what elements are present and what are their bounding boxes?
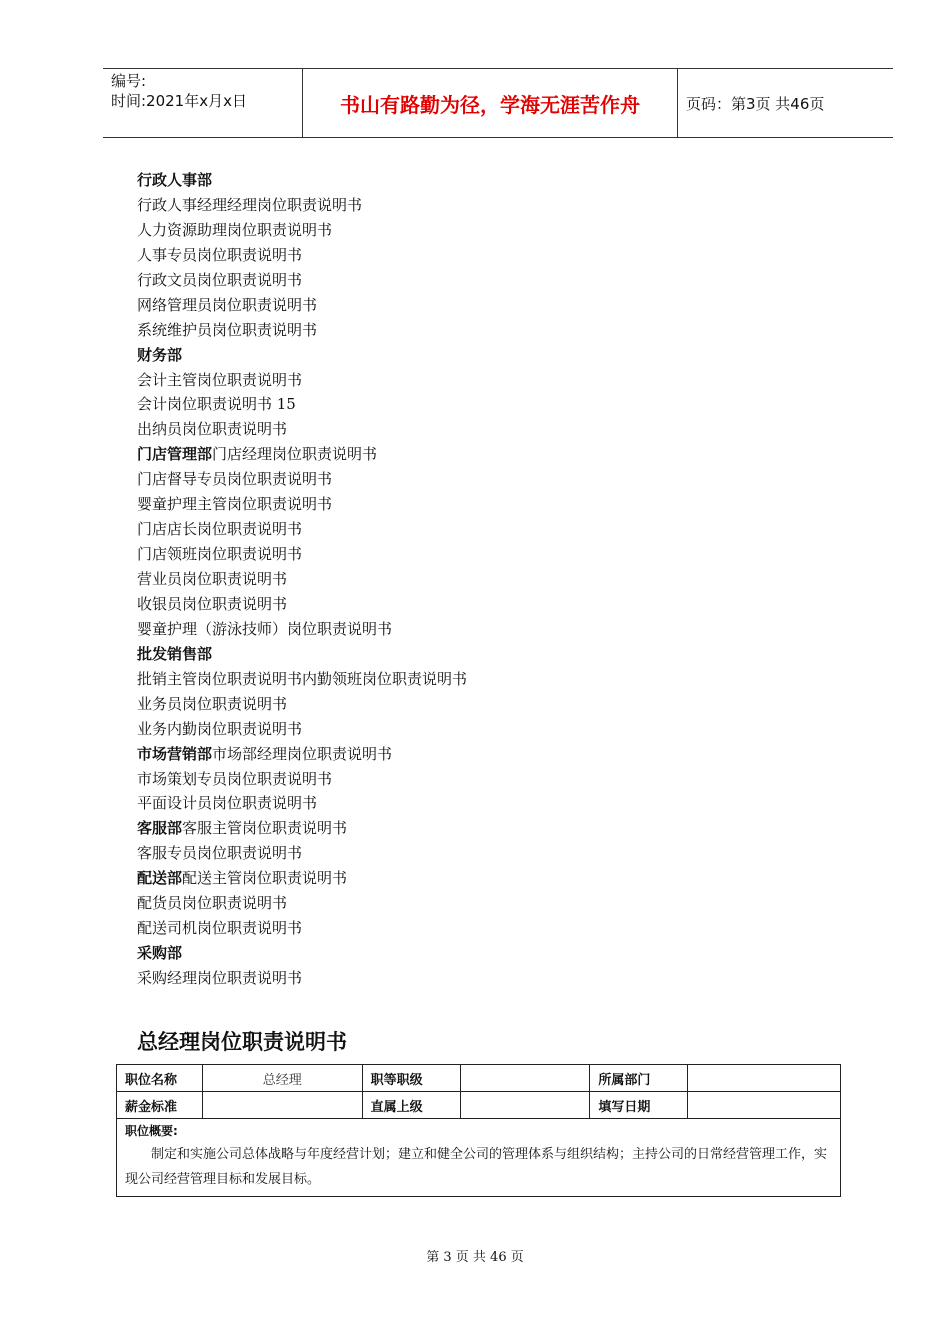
grade-label: 职等职级 <box>362 1065 460 1092</box>
toc-entry: 会计岗位职责说明书 15 <box>137 395 296 414</box>
table-row <box>117 1119 841 1197</box>
toc-entry: 人事专员岗位职责说明书 <box>137 245 303 264</box>
toc-entry: 收银员岗位职责说明书 <box>137 594 288 613</box>
toc-line <box>137 891 467 916</box>
grade-value <box>460 1065 590 1092</box>
toc-entry: 客服主管岗位职责说明书 <box>182 819 348 838</box>
toc-line <box>137 368 467 393</box>
overview-cell <box>117 1119 841 1197</box>
toc-line <box>137 692 467 717</box>
toc-line <box>137 442 467 467</box>
department-value <box>688 1065 841 1092</box>
salary-label: 薪金标准 <box>117 1092 203 1119</box>
table-row <box>117 1092 841 1119</box>
toc-line <box>137 717 467 742</box>
supervisor-value <box>460 1092 590 1119</box>
time-label: 时间:2021年x月x日 <box>111 92 247 110</box>
toc-line <box>137 767 467 792</box>
department-heading: 门店管理部 <box>137 445 213 464</box>
toc-line <box>137 243 467 268</box>
toc-entry: 业务内勤岗位职责说明书 <box>137 719 303 738</box>
number-label: 编号: <box>111 72 147 90</box>
position-name-value: 总经理 <box>202 1065 362 1092</box>
toc-line <box>137 318 467 343</box>
toc-line <box>137 392 467 417</box>
department-heading: 财务部 <box>137 345 183 364</box>
toc-entry: 批销主管岗位职责说明书内勤领班岗位职责说明书 <box>137 669 468 688</box>
toc-entry: 市场部经理岗位职责说明书 <box>212 744 393 763</box>
header-motto: 书山有路勤为径，学海无涯苦作舟 <box>303 69 678 137</box>
toc-line <box>137 916 467 941</box>
toc-line <box>137 866 467 891</box>
toc-line <box>137 966 467 991</box>
toc-entry: 市场策划专员岗位职责说明书 <box>137 769 333 788</box>
toc-line <box>137 517 467 542</box>
header-meta <box>103 69 303 137</box>
department-heading: 客服部 <box>137 819 183 838</box>
toc-entry: 采购经理岗位职责说明书 <box>137 969 303 987</box>
toc-line <box>137 667 467 692</box>
toc-line <box>137 417 467 442</box>
toc-entry: 门店经理岗位职责说明书 <box>212 445 378 464</box>
toc-line <box>137 642 467 667</box>
toc-entry: 配送司机岗位职责说明书 <box>137 919 303 938</box>
overview-label: 职位概要: <box>125 1124 178 1138</box>
toc-entry: 营业员岗位职责说明书 <box>137 570 288 588</box>
toc-line <box>137 742 467 767</box>
toc-line <box>137 542 467 567</box>
toc-entry: 行政人事经理经理岗位职责说明书 <box>137 195 363 214</box>
department-heading: 采购部 <box>137 944 183 963</box>
section-title: 总经理岗位职责说明书 <box>137 1030 347 1054</box>
department-label: 所属部门 <box>590 1065 688 1092</box>
toc-line <box>137 467 467 492</box>
toc-line <box>137 168 467 193</box>
header-page-number: 页码：第3页 共46页 <box>686 94 825 113</box>
toc-entry: 婴童护理（游泳技师）岗位职责说明书 <box>137 619 393 638</box>
page-footer: 第 3 页 共 46 页 <box>426 1250 524 1265</box>
department-heading: 行政人事部 <box>137 171 213 189</box>
toc-line <box>137 218 467 243</box>
department-heading: 配送部 <box>137 869 183 888</box>
position-name-label: 职位名称 <box>117 1065 203 1092</box>
toc-entry: 门店店长岗位职责说明书 <box>137 520 303 539</box>
fill-date-value <box>688 1092 841 1119</box>
toc-line <box>137 791 467 816</box>
toc-line <box>137 941 467 966</box>
toc-line <box>137 567 467 592</box>
toc-entry: 会计主管岗位职责说明书 <box>137 370 303 389</box>
toc-entry: 客服专员岗位职责说明书 <box>137 844 303 863</box>
page-header <box>103 68 893 138</box>
supervisor-label: 直属上级 <box>362 1092 460 1119</box>
toc-line <box>137 343 467 368</box>
toc-line <box>137 492 467 517</box>
toc-entry: 门店领班岗位职责说明书 <box>137 545 303 564</box>
toc-entry: 平面设计员岗位职责说明书 <box>137 794 318 813</box>
toc-line <box>137 617 467 642</box>
toc-entry: 行政文员岗位职责说明书 <box>137 270 303 289</box>
table-row <box>117 1065 841 1092</box>
toc-line <box>137 193 467 218</box>
table-of-contents <box>137 168 467 991</box>
toc-entry: 配送主管岗位职责说明书 <box>182 869 348 888</box>
department-heading: 批发销售部 <box>137 644 213 663</box>
toc-line <box>137 293 467 318</box>
toc-entry: 系统维护员岗位职责说明书 <box>137 320 318 339</box>
toc-line <box>137 268 467 293</box>
fill-date-label: 填写日期 <box>590 1092 688 1119</box>
toc-entry: 配货员岗位职责说明书 <box>137 894 288 913</box>
toc-line <box>137 592 467 617</box>
toc-entry: 出纳员岗位职责说明书 <box>137 420 288 439</box>
toc-entry: 门店督导专员岗位职责说明书 <box>137 470 333 489</box>
toc-line <box>137 841 467 866</box>
toc-entry: 人力资源助理岗位职责说明书 <box>137 220 333 239</box>
toc-line <box>137 816 467 841</box>
salary-value <box>202 1092 362 1119</box>
job-info-table <box>116 1064 841 1197</box>
toc-entry: 婴童护理主管岗位职责说明书 <box>137 495 333 514</box>
department-heading: 市场营销部 <box>137 744 213 763</box>
toc-entry: 网络管理员岗位职责说明书 <box>137 295 318 314</box>
overview-text: 制定和实施公司总体战略与年度经营计划；建立和健全公司的管理体系与组织结构；主持公司的日常经营管理工作，实现公司经营管理目标和发展目标。 <box>125 1147 828 1187</box>
toc-entry: 业务员岗位职责说明书 <box>137 694 288 713</box>
